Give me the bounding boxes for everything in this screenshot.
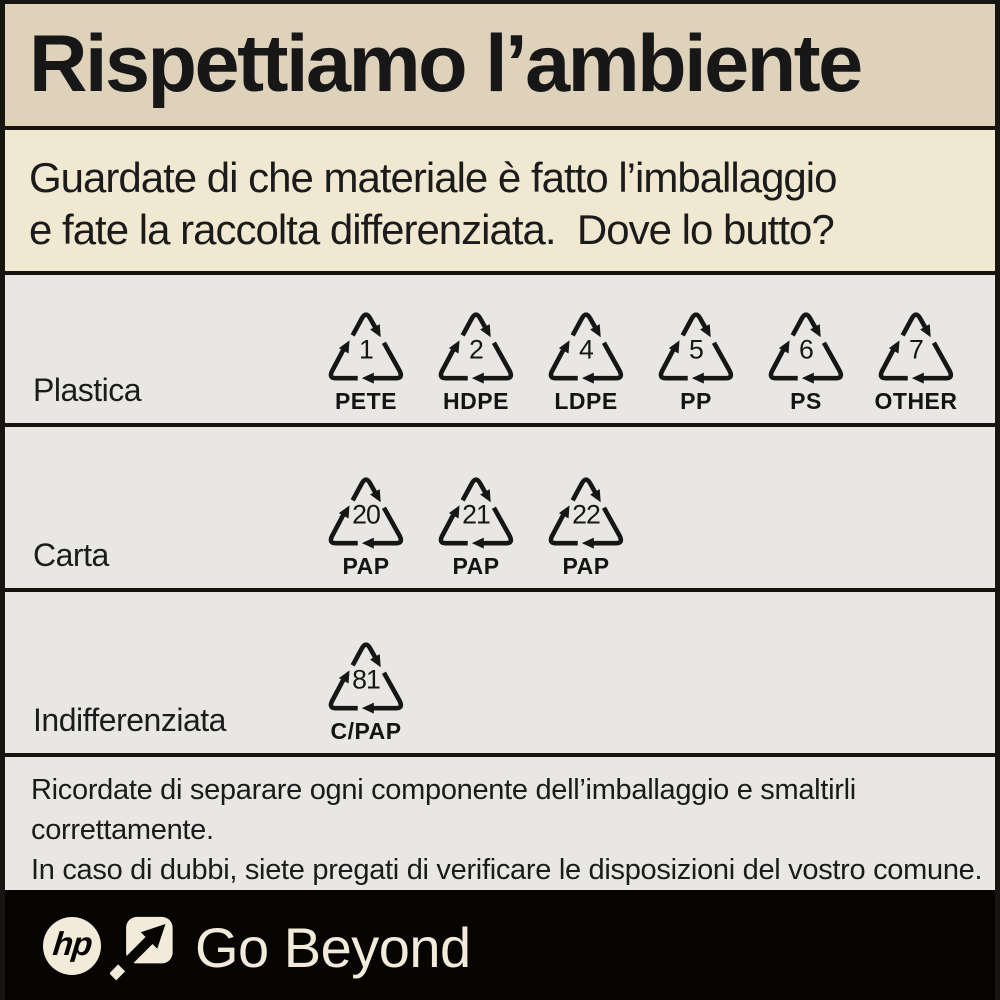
recycling-triangle-icon (430, 470, 522, 551)
subtitle-banner (5, 130, 995, 271)
note-line-1: Ricordate di separare ogni componente dell’imballaggio e smaltirli correttamente. (31, 774, 856, 846)
subtitle-line-1: Guardate di che materiale è fatto l’imballaggio (29, 154, 837, 201)
material-code-label: OTHER (874, 388, 958, 414)
recycling-symbol-pap-21 (421, 470, 531, 578)
hp-logo-letters: hp (51, 925, 94, 962)
recycling-triangle-icon (650, 305, 742, 386)
svg-text:1: 1 (359, 334, 373, 365)
svg-text:4: 4 (579, 334, 593, 365)
row-label-indifferenziata: Indifferenziata (33, 702, 226, 738)
material-code-label: PP (680, 388, 712, 414)
recycling-symbol-pap-22 (531, 470, 641, 578)
row-indifferenziata (5, 592, 995, 753)
recycling-triangle-icon (870, 305, 962, 386)
page-title: Rispettiamo l’ambiente (29, 19, 861, 109)
material-code-label: PAP (342, 553, 390, 579)
recycling-symbol-other-7 (861, 305, 971, 413)
recycling-triangle-icon (540, 470, 632, 551)
recycling-triangle-icon (320, 305, 412, 386)
symbols-plastica (311, 305, 971, 413)
svg-text:22: 22 (572, 499, 600, 530)
recycling-triangle-icon (320, 635, 412, 716)
subtitle-line-2: e fate la raccolta differenziata. Dove lo butto? (29, 206, 834, 253)
hp-logo (43, 917, 101, 975)
row-carta (5, 427, 995, 588)
row-label-plastica: Plastica (33, 372, 142, 408)
material-code-label: PETE (334, 388, 398, 414)
disposal-note (5, 757, 995, 890)
recycling-triangle-icon (430, 305, 522, 386)
svg-text:20: 20 (352, 499, 380, 530)
brand-footer (5, 890, 995, 1000)
recycling-symbol-pap-20 (311, 470, 421, 578)
recycling-symbol-hdpe-2 (421, 305, 531, 413)
recycling-triangle-icon (760, 305, 852, 386)
recycling-symbol-pete-1 (311, 305, 421, 413)
svg-text:2: 2 (469, 334, 483, 365)
title-banner (5, 4, 995, 126)
material-code-label: PAP (452, 553, 500, 579)
row-label-carta: Carta (33, 537, 109, 573)
material-code-label: HDPE (443, 388, 509, 414)
svg-text:6: 6 (799, 334, 813, 365)
svg-text:81: 81 (352, 664, 380, 695)
recycling-symbol-ldpe-4 (531, 305, 641, 413)
svg-text:5: 5 (689, 334, 703, 365)
material-code-label: LDPE (554, 388, 618, 414)
symbols-carta (311, 470, 641, 578)
note-line-2: In caso di dubbi, siete pregati di verificare le disposizioni del vostro comune. (31, 854, 983, 886)
recycling-symbol-ps-6 (751, 305, 861, 413)
go-beyond-arrow-icon (110, 915, 178, 985)
svg-text:7: 7 (909, 334, 923, 365)
svg-text:21: 21 (462, 499, 490, 530)
symbols-indifferenziata (311, 635, 421, 743)
recycling-triangle-icon (320, 470, 412, 551)
material-code-label: PS (790, 388, 822, 414)
material-code-label: PAP (562, 553, 610, 579)
recycling-triangle-icon (540, 305, 632, 386)
footer-tagline: Go Beyond (195, 915, 471, 979)
material-code-label: C/PAP (330, 718, 402, 744)
recycling-symbol-pp-5 (641, 305, 751, 413)
recycling-symbol-c-pap-81 (311, 635, 421, 743)
row-plastica (5, 275, 995, 423)
